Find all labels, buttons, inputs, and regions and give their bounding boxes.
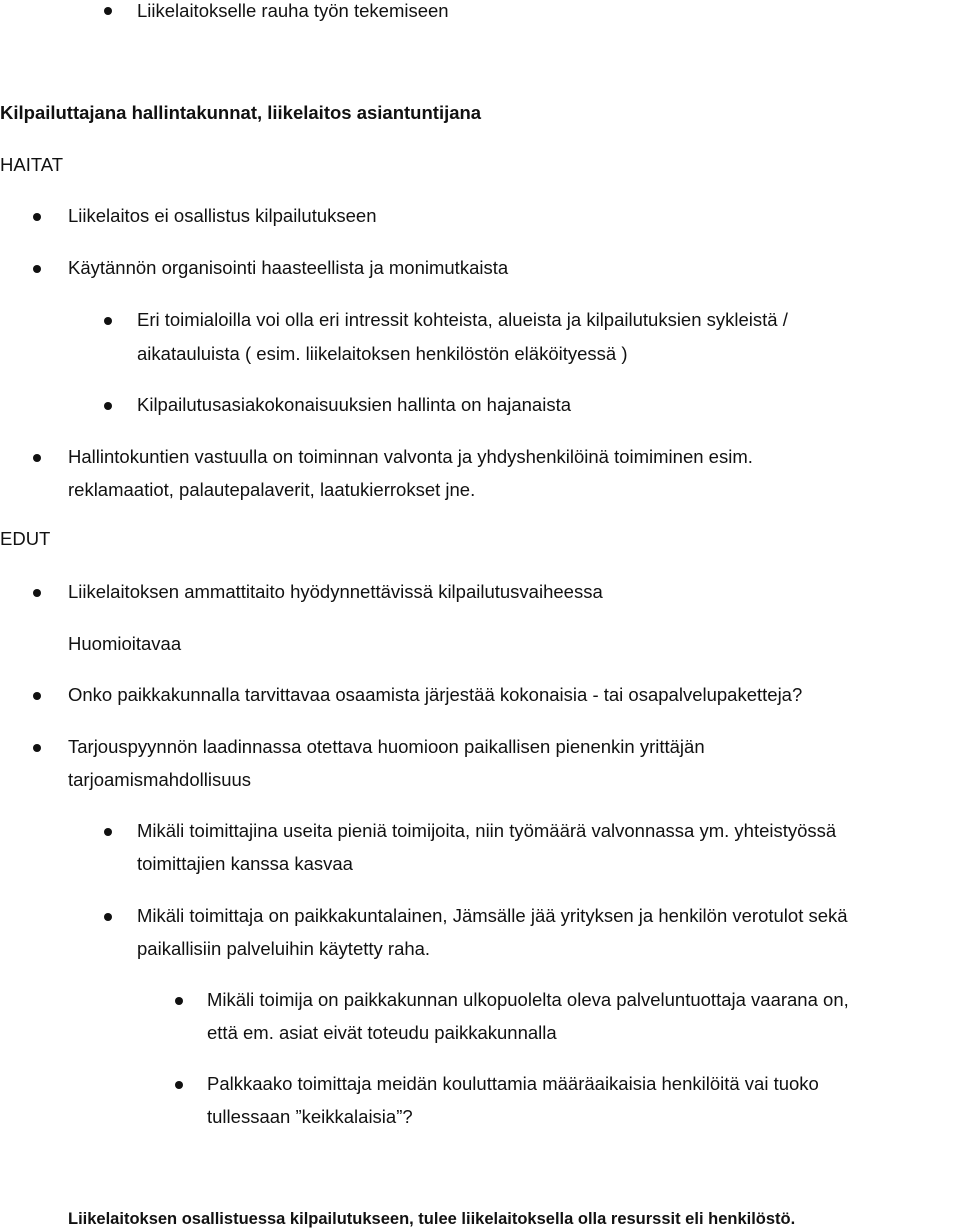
haitat-bullet-2: Käytännön organisointi haasteellista ja monimutkaista [68, 257, 509, 278]
edut-bullet-1: Liikelaitoksen ammattitaito hyödynnettävissä kilpailutusvaiheessa [68, 581, 603, 602]
bullet-icon [33, 454, 41, 462]
huomioitavaa-subsub-2-line-2: tullessaan ”keikkalaisia”? [207, 1106, 413, 1127]
haitat-bullet-3-line-1: Hallintokuntien vastuulla on toiminnan valvonta ja yhdyshenkilöinä toimiminen esim. [68, 446, 753, 467]
bullet-icon [33, 589, 41, 597]
bullet-icon [104, 7, 112, 15]
huomioitavaa-bullet-1: Onko paikkakunnalla tarvittavaa osaamista järjestää kokonaisia - tai osapalvelupaketteja? [68, 684, 803, 705]
conclusion-text: Liikelaitoksen osallistuessa kilpailutukseen, tulee liikelaitoksella olla resurssit eli henkilöstö. [68, 1210, 796, 1228]
huomioitavaa-heading: Huomioitavaa [68, 633, 182, 654]
bullet-icon [104, 317, 112, 325]
bullet-icon [104, 913, 112, 921]
huomioitavaa-subsub-2-line-1: Palkkaako toimittaja meidän kouluttamia määräaikaisia henkilöitä vai tuoko [207, 1073, 819, 1094]
bullet-icon [33, 744, 41, 752]
haitat-sub-1-line-2: aikatauluista ( esim. liikelaitoksen henkilöstön eläköityessä ) [137, 343, 628, 364]
bullet-icon [33, 265, 41, 273]
section-title: Kilpailuttajana hallintakunnat, liikelaitos asiantuntijana [0, 102, 482, 123]
edut-heading: EDUT [0, 528, 51, 549]
haitat-bullet-1: Liikelaitos ei osallistus kilpailutukseen [68, 205, 377, 226]
huomioitavaa-subsub-1-line-2: että em. asiat eivät toteudu paikkakunnalla [207, 1022, 557, 1043]
bullet-icon [175, 997, 183, 1005]
bullet-icon [104, 828, 112, 836]
intro-bullet-text: Liikelaitokselle rauha työn tekemiseen [137, 0, 449, 21]
huomioitavaa-bullet-2-line-1: Tarjouspyynnön laadinnassa otettava huomioon paikallisen pienenkin yrittäjän [68, 736, 705, 757]
huomioitavaa-bullet-2-line-2: tarjoamismahdollisuus [68, 769, 252, 790]
haitat-heading: HAITAT [0, 154, 64, 175]
huomioitavaa-sub-2-line-2: paikallisiin palveluihin käytetty raha. [137, 938, 431, 959]
bullet-icon [175, 1081, 183, 1089]
huomioitavaa-subsub-1-line-1: Mikäli toimija on paikkakunnan ulkopuolelta oleva palveluntuottaja vaarana on, [207, 989, 849, 1010]
huomioitavaa-sub-1-line-1: Mikäli toimittajina useita pieniä toimijoita, niin työmäärä valvonnassa ym. yhteistyössä [137, 820, 837, 841]
haitat-sub-2: Kilpailutusasiakokonaisuuksien hallinta on hajanaista [137, 394, 572, 415]
huomioitavaa-sub-2-line-1: Mikäli toimittaja on paikkakuntalainen, Jämsälle jää yrityksen ja henkilön verotulot sekä [137, 905, 848, 926]
bullet-icon [33, 692, 41, 700]
haitat-bullet-3-line-2: reklamaatiot, palautepalaverit, laatukierrokset jne. [68, 479, 476, 500]
haitat-sub-1-line-1: Eri toimialoilla voi olla eri intressit kohteista, alueista ja kilpailutuksien sykleistä / [137, 309, 788, 330]
bullet-icon [33, 213, 41, 221]
bullet-icon [104, 402, 112, 410]
huomioitavaa-sub-1-line-2: toimittajien kanssa kasvaa [137, 853, 353, 874]
